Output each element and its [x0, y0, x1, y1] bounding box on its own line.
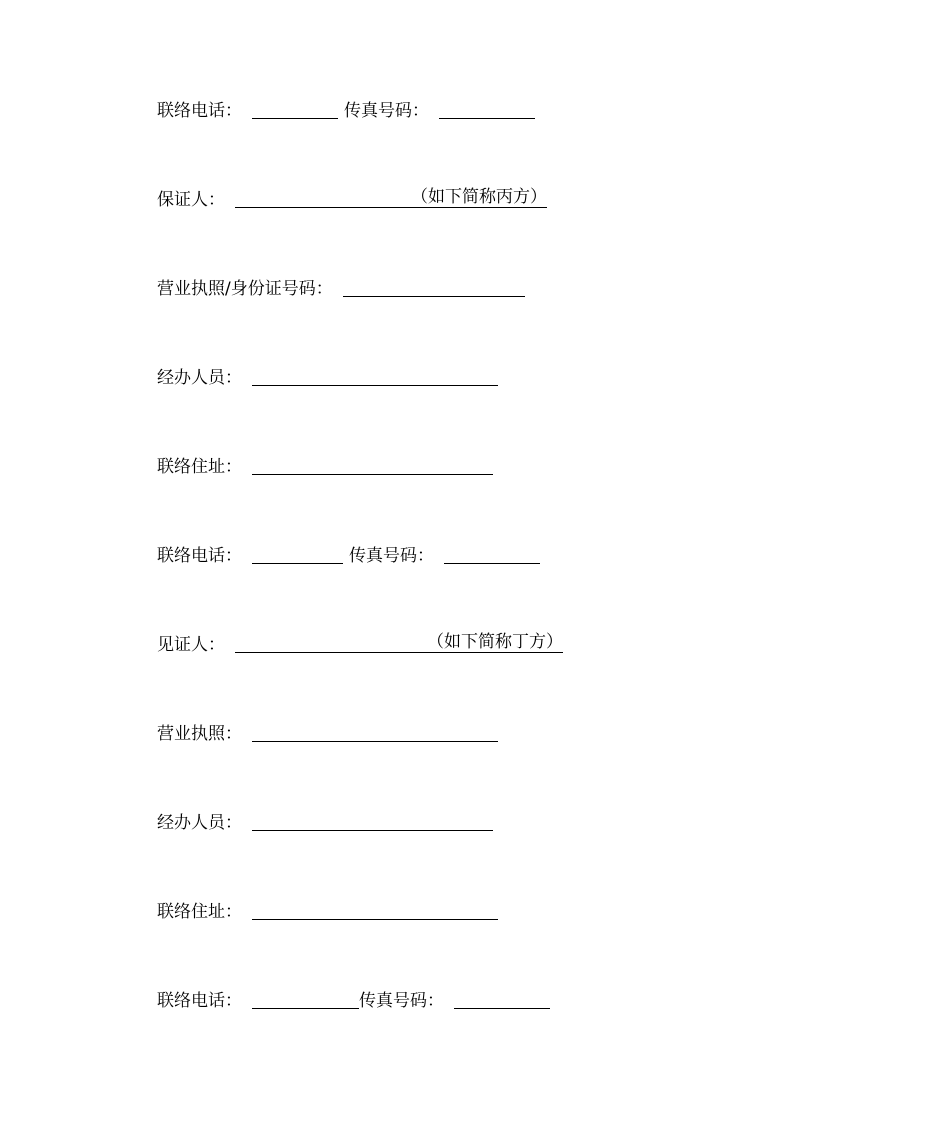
handler-label: 经办人员： — [157, 813, 242, 833]
address-label: 联络住址： — [157, 457, 242, 477]
handler-blank[interactable] — [252, 365, 498, 386]
handler-blank[interactable] — [252, 810, 493, 831]
witness-blank[interactable] — [235, 632, 427, 653]
guarantor-blank[interactable] — [235, 187, 411, 208]
fax-blank[interactable] — [454, 988, 550, 1009]
phone-label: 联络电话： — [157, 546, 242, 566]
phone-label: 联络电话： — [157, 101, 242, 121]
witness-label: 见证人： — [157, 635, 225, 655]
guarantor-label: 保证人： — [157, 190, 225, 210]
fax-label: 传真号码： — [359, 991, 444, 1011]
license-line — [157, 720, 498, 744]
witness-suffix: （如下简称丁方） — [427, 632, 563, 652]
phone-fax-line-3 — [157, 987, 550, 1011]
address-blank[interactable] — [252, 899, 498, 920]
address-line-2 — [157, 898, 498, 922]
phone-fax-line-2 — [157, 542, 540, 566]
address-blank[interactable] — [252, 454, 493, 475]
license-blank[interactable] — [252, 721, 498, 742]
handler-line-2 — [157, 809, 493, 833]
license-id-line — [157, 275, 525, 299]
handler-label: 经办人员： — [157, 368, 242, 388]
address-line-1 — [157, 453, 493, 477]
phone-label: 联络电话： — [157, 991, 242, 1011]
handler-line-1 — [157, 364, 498, 388]
phone-blank[interactable] — [252, 988, 359, 1009]
guarantor-suffix: （如下简称丙方） — [411, 187, 547, 207]
license-id-label: 营业执照/身份证号码： — [157, 279, 333, 299]
witness-line — [157, 631, 563, 655]
guarantor-line — [157, 186, 547, 210]
license-id-blank[interactable] — [343, 276, 525, 297]
address-label: 联络住址： — [157, 902, 242, 922]
license-label: 营业执照： — [157, 724, 242, 744]
phone-blank[interactable] — [252, 543, 343, 564]
fax-label: 传真号码： — [349, 546, 434, 566]
phone-fax-line-1 — [157, 97, 535, 121]
fax-label: 传真号码： — [344, 101, 429, 121]
phone-blank[interactable] — [252, 98, 338, 119]
fax-blank[interactable] — [439, 98, 535, 119]
fax-blank[interactable] — [444, 543, 540, 564]
